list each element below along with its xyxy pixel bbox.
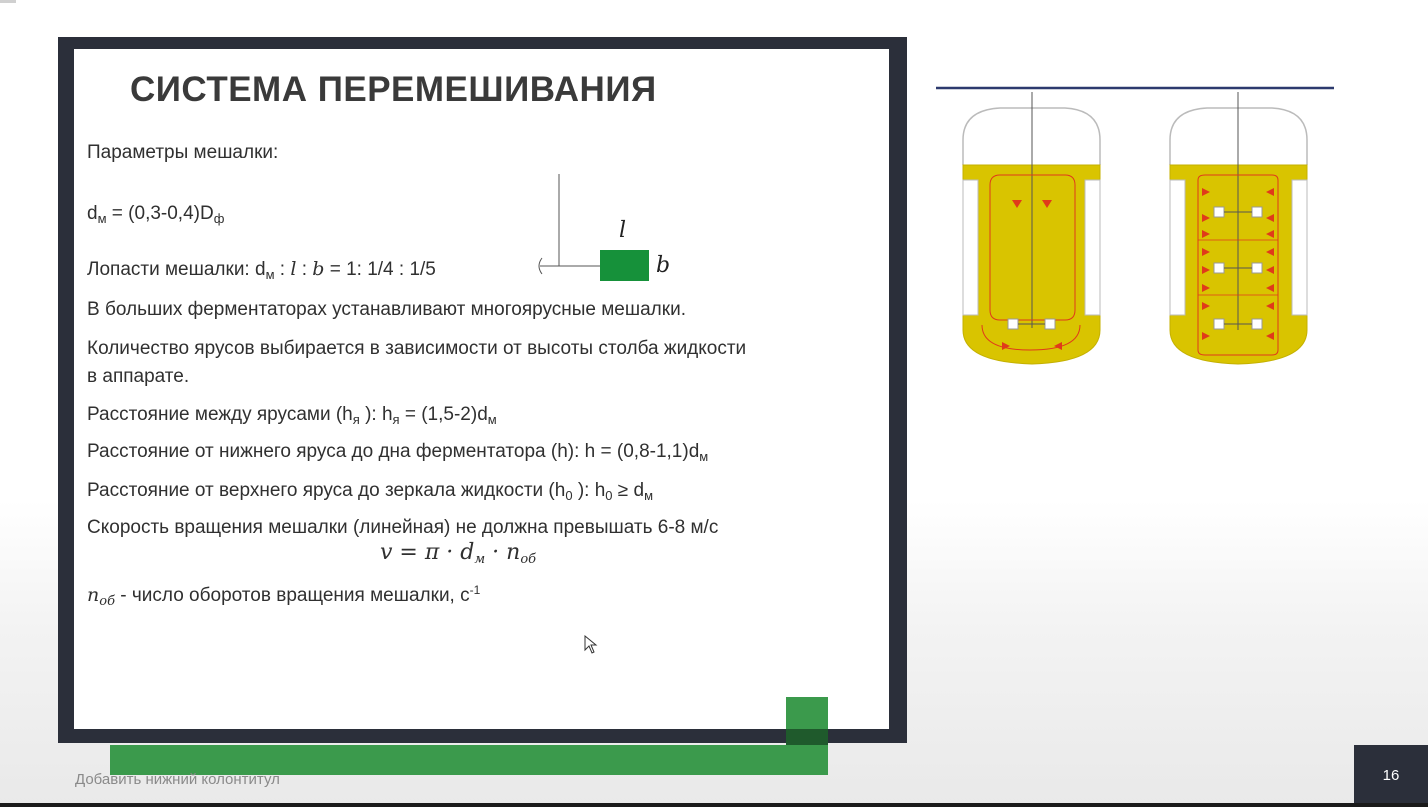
surface-distance-eq: ): h [572,480,606,501]
tier-distance-text: Расстояние между ярусами (h [87,404,353,425]
surface-distance-line [87,480,653,503]
dm-symbol: d [87,203,98,224]
multi-tier-line: В больших ферментаторах устанавливают многоярусные мешалки. [87,299,686,320]
speed-formula [380,540,536,567]
speed-line: Скорость вращения мешалки (линейная) не должна превышать 6-8 м/с [87,517,719,538]
tier-distance-line [87,404,497,427]
h0-subscript-1: 0 [565,488,573,503]
rpm-definition-line [87,583,480,609]
mouse-cursor-icon [583,634,599,656]
params-heading: Параметры мешалки: [87,142,279,163]
right-impeller-top-1 [1214,207,1224,217]
left-impeller-blade-2 [1045,319,1055,329]
df-subscript: ф [213,211,225,226]
blade-dm-subscript: м [265,267,275,282]
blade-b-label: b [656,253,671,278]
right-impeller-top-2 [1252,207,1262,217]
fermenter-diagram [930,80,1340,380]
dm-formula-line [87,203,224,226]
blade-l-label: l [619,218,627,243]
surface-distance-value: ≥ d [612,480,645,501]
nob-subscript: об [99,594,116,609]
blade-ratio-line [87,258,436,282]
top-edge-mark [0,0,16,3]
tier-distance-value: = (1,5-2)d [399,404,488,425]
blade-ratio-text: Лопасти мешалки: d [87,259,266,280]
right-impeller-bottom-1 [1214,319,1224,329]
bottom-edge-line [0,803,1428,807]
hya-dm-subscript: м [487,412,497,427]
hya-subscript-1: я [352,412,360,427]
formula-nob-subscript: об [520,552,537,567]
rpm-unit-superscript: -1 [469,583,481,597]
page-number: 16 [1354,745,1428,807]
dm-subscript: м [97,211,107,226]
dm-expression: = (0,3-0,4)D [106,203,214,224]
blade-diagram [530,170,680,290]
fermenter-right [1170,92,1307,364]
bottom-distance-line [87,441,708,464]
surface-distance-text: Расстояние от верхнего яруса до зеркала жидкости (h [87,480,566,501]
ratio-sep-2: : [296,259,313,280]
h0-subscript-2: 0 [605,488,613,503]
right-impeller-mid-1 [1214,263,1224,273]
formula-part-2: · n [485,540,521,565]
right-impeller-bottom-2 [1252,319,1262,329]
accent-square-overlap [786,729,828,745]
baffle-left [1170,180,1185,315]
ratio-l: l [290,258,297,280]
formula-part-1: v = π · d [380,540,475,565]
h-dm-subscript: м [699,449,709,464]
fermenter-left [963,92,1100,364]
nob-symbol: n [87,584,100,606]
tier-count-line-1: Количество ярусов выбирается в зависимости от высоты столба жидкости [87,338,747,359]
h0-dm-subscript: м [644,488,654,503]
tier-count-line-2: в аппарате. [87,366,190,387]
baffle-right [1292,180,1307,315]
tier-distance-eq: ): h [359,404,393,425]
left-impeller-blade-1 [1008,319,1018,329]
hya-subscript-2: я [392,412,400,427]
baffle-left [963,180,978,315]
formula-dm-subscript: м [474,552,486,567]
blade-rect [600,250,649,281]
ratio-values: = 1: 1/4 : 1/5 [324,259,436,280]
footer-placeholder[interactable]: Добавить нижний колонтитул [75,771,280,788]
rpm-definition-text: - число оборотов вращения мешалки, с [115,585,470,606]
ratio-sep-1: : [274,259,291,280]
bottom-distance-text: Расстояние от нижнего яруса до дна ферментатора (h): h = (0,8-1,1)d [87,441,700,462]
baffle-right [1085,180,1100,315]
right-impeller-mid-2 [1252,263,1262,273]
slide-title: СИСТЕМА ПЕРЕМЕШИВАНИЯ [130,70,657,109]
ratio-b: b [312,258,325,280]
